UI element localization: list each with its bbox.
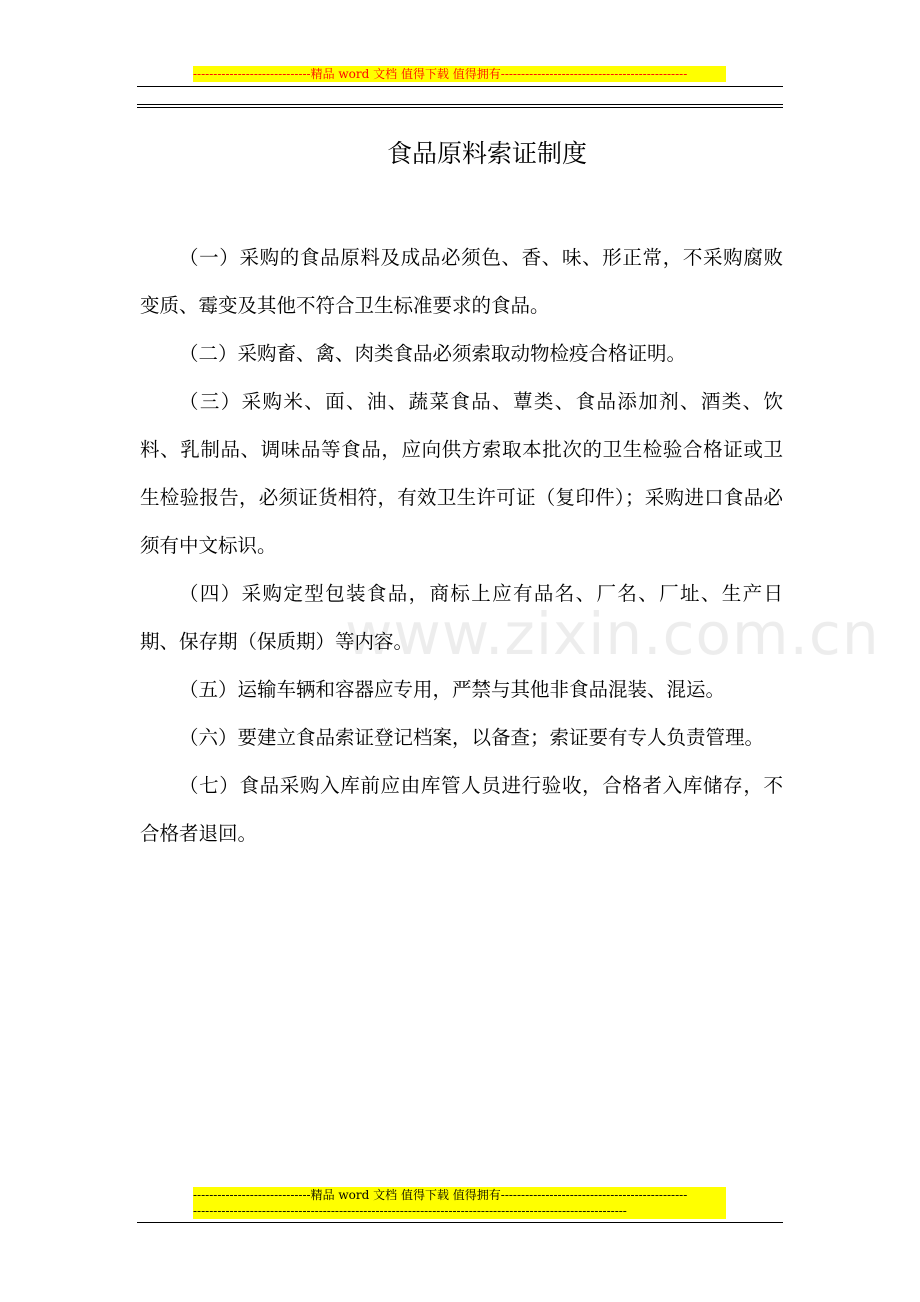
paragraph-6: （六）要建立食品索证登记档案，以备查；索证要有专人负责管理。 <box>179 726 765 749</box>
paragraph-5: （五）运输车辆和容器应专用，严禁与其他非食品混装、混运。 <box>179 678 726 701</box>
paragraph-3: （三）采购米、面、油、蔬菜食品、蕈类、食品添加剂、酒类、饮料、乳制品、调味品等食品，应向供方索取本批次的卫生检验合格证或卫生检验报告，必须证货相符，有效卫生许可证（复印件）；采购进口食品必须有中文标识。 <box>140 390 783 557</box>
header-rule-2 <box>137 107 783 108</box>
footer-banner-line2: ----------------------------------------------------------------------------------------------------------- <box>193 1204 627 1218</box>
paragraph-1: （一）采购的食品原料及成品必须色、香、味、形正常，不采购腐败变质、霉变及其他不符合卫生标准要求的食品。 <box>140 246 783 317</box>
document-title: 食品原料索证制度 <box>386 139 587 168</box>
header-rule-1 <box>137 104 783 105</box>
footer-banner <box>193 1187 726 1219</box>
paragraph-4: （四）采购定型包装食品，商标上应有品名、厂名、厂址、生产日期、保存期（保质期）等内容。 <box>140 582 783 653</box>
header-banner: -----------------------------精品 word 文档 值得下载 值得拥有---------------------------------------------- <box>193 66 726 82</box>
footer-banner-line1: -----------------------------精品 word 文档 值得下载 值得拥有---------------------------------------------- <box>193 1188 688 1202</box>
paragraph-7: （七）食品采购入库前应由库管人员进行验收，合格者入库储存，不合格者退回。 <box>140 774 783 845</box>
paragraph-2: （二）采购畜、禽、肉类食品必须索取动物检疫合格证明。 <box>179 342 687 365</box>
watermark: www.zixin.com.cn <box>345 600 880 668</box>
document-body <box>140 234 783 858</box>
header-rule-thin <box>137 86 783 87</box>
footer-rule <box>137 1222 783 1223</box>
